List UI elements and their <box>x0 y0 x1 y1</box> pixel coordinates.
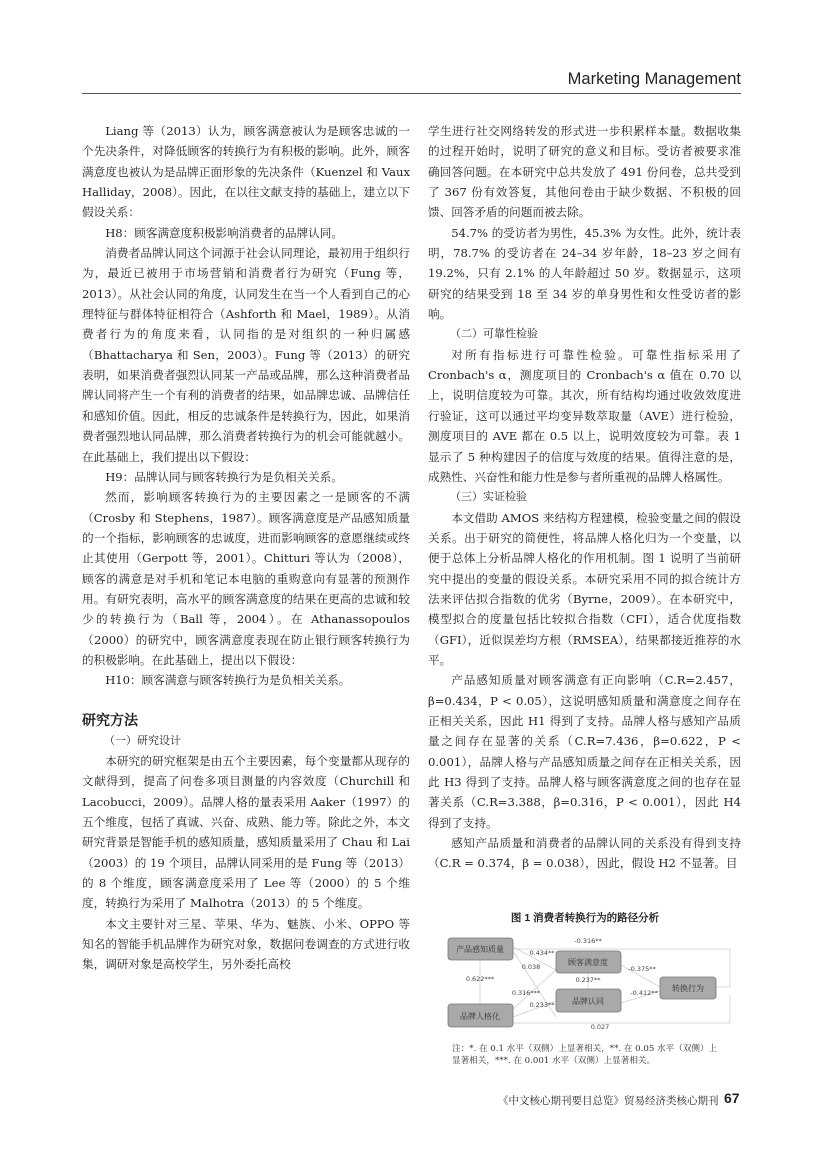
body-paragraph: Liang 等（2013）认为，顾客满意被认为是顾客忠诚的一个先决条件，对降低顾客的转换行为有积极的影响。此外，顾客满意度也被认为是品牌正面形象的先决条件（Kuenzel 和 Vaux Halliday，2008）。因此，在以往文献支持的基础上，建立以下假设关系： <box>82 124 410 220</box>
body-paragraph: 消费者品牌认同这个词源于社会认同理论，最初用于组织行为，最近已被用于市场营销和消费者行为研究（Fung 等，2013）。从社会认同的角度，认同发生在当一个人看到自己的心理特征与群体特征相符合（Ashforth 和 Mael，1989）。从消费者行为的角度来看，认同指的是对组织的一种归属感（Bhattacharya 和 Sen，2003）。Fung 等（2013）的研究表明，如果消费者强烈认同某一产品或品牌，那么这种消费者品牌认同将产生一个有利的消费者的结果，如品牌忠诚、品牌信任和感知价值。因此，相反的忠诚条件是转换行为，因此，如果消费者强烈地认同品牌，那么消费者转换行为的机会可能就越小。在此基础上，我们提出以下假设： <box>82 246 410 464</box>
path-label-identification-switching: -0.412** <box>630 989 658 997</box>
node-switching: 转换行为 <box>672 984 704 993</box>
figure-title: 图 1 消费者转换行为的路径分析 <box>510 912 660 924</box>
body-paragraph: 感知产品质量和消费者的品牌认同的关系没有得到支持（C.R = 0.374，β = 0.038），因此，假设 H2 不显著。目 <box>428 836 741 871</box>
running-header <box>82 66 741 94</box>
path-label-quality-switching: -0.316** <box>574 937 602 945</box>
node-satisfaction: 顾客满意度 <box>568 958 608 967</box>
path-label-personality-satisfaction: 0.316*** <box>511 989 541 997</box>
left-column <box>82 121 410 975</box>
figure-note: 注：*. 在 0.1 水平（双侧）上显著相关，**. 在 0.05 水平（双侧）上显著相关，***. 在 0.001 水平（双侧）上显著相关。 <box>452 1044 718 1066</box>
body-paragraph: H8：顾客满意度积极影响消费者的品牌认同。 <box>105 225 343 240</box>
path-label-satisfaction-identification: 0.237** <box>575 976 601 984</box>
section-heading: 研究方法 <box>82 711 138 728</box>
subsection-heading: （二）可靠性检验 <box>450 327 538 341</box>
path-diagram <box>430 925 740 1035</box>
body-paragraph: H10：顾客满意与顾客转换行为是负相关关系。 <box>105 673 351 688</box>
body-paragraph: 本文借助 AMOS 来结构方程建模，检验变量之间的假设关系。出于研究的简便性，将品牌人格化归为一个变量，以便于总体上分析品牌人格化的作用机制。图 1 说明了当前研究中提出的变量的假设关系。本研究采用不同的拟合统计方法来评估拟合指数的优劣（Byrne，2009）。在本研究中，模型拟合的度量包括比较拟合指数（CFI），适合优度指数（GFI），近似误差均方根（RMSEA），结果都接近推荐的水平。 <box>428 510 741 667</box>
body-paragraph: 本文主要针对三星、苹果、华为、魅族、小米、OPPO 等知名的智能手机品牌作为研究对象，数据问卷调查的方式进行收集，调研对象是高校学生，另外委托高校 <box>82 916 410 972</box>
body-paragraph: 产品感知质量对顾客满意有正向影响（C.R=2.457，β=0.434，P < 0.05），这说明感知质量和满意度之间存在正相关关系，因此 H1 得到了支持。品牌人格与感知产品质量之间存在显著的关系（C.R=7.436，β=0.622，P < 0.001），品牌人格与产品感知质量之间存在正相关关系，因此 H3 得到了支持。品牌人格与顾客满意度之间的也存在显著关系（C.R=3.388，β=0.316，P < 0.001），因此 H4 得到了支持。 <box>428 673 741 830</box>
body-paragraph: H9：品牌认同与顾客转换行为是负相关关系。 <box>105 469 343 484</box>
page-number: 67 <box>724 1090 740 1106</box>
path-label-personality-quality: 0.622*** <box>465 975 495 983</box>
subsection-heading: （一）研究设计 <box>104 733 181 747</box>
body-paragraph: 对所有指标进行可靠性检验。可靠性指标采用了 Cronbach's α，测度项目的 Cronbach's α 值在 0.70 以上，说明信度较为可靠。其次，所有结构均通过收敛效度进行验证，这可以通过平均变异数萃取量（AVE）进行检验，测度项目的 AVE 都在 0.5 以上，说明效度较为可靠。表 1 显示了 5 种构建因子的信度与效度的结果。值得注意的是，成熟性、兴奋性和能力性是参与者所重视的品牌人格属性。 <box>428 347 741 484</box>
right-column <box>428 121 741 874</box>
node-personality: 品牌人格化 <box>460 1012 500 1021</box>
subsection-heading: （三）实证检验 <box>450 490 527 504</box>
body-paragraph: 本研究的研究框架是由五个主要因素，每个变量都从现存的文献得到，提高了问卷多项目测量的内容效度（Churchill 和 Lacobucci，2009）。品牌人格的量表采用 Aaker（1997）的五个维度，包括了真诚、兴奋、成熟、能力等。除此之外，本文研究背景是智能手机的感知质量，感知质量采用了 Chau 和 Lai（2003）的 19 个项目，品牌认同采用的是 Fung 等（2013）的 8 个维度，顾客满意度采用了 Lee 等（2000）的 5 个维度，转换行为采用了 Malhotra（2013）的 5 个维度。 <box>82 753 410 911</box>
body-paragraph: 然而，影响顾客转换行为的主要因素之一是顾客的不满（Crosby 和 Stephens，1987）。顾客满意度是产品感知质量的一个指标，影响顾客的忠诚度，进而影响顾客的意愿继续或终止其使用（Gerpott 等，2001）。Chitturi 等认为（2008），顾客的满意是对手机和笔记本电脑的重购意向有显著的预测作用。有研究表明，高水平的顾客满意度的结果在更高的忠诚和较少的转换行为（Ball 等，2004）。在 Athanassopoulos（2000）的研究中，顾客满意度表现在防止银行顾客转换行为的积极影响。在此基础上，提出以下假设： <box>82 490 410 667</box>
path-label-personality-switching: 0.027 <box>590 1023 610 1031</box>
body-paragraph: 54.7% 的受访者为男性，45.3% 为女性。此外，统计表明，78.7% 的受访者在 24–34 岁年龄，18–23 岁之间有 19.2%，只有 2.1% 的人年龄超过 50 岁。数据显示，这项研究的结果受到 18 至 34 岁的单身男性和女性受访者的影响。 <box>428 225 741 322</box>
node-identification: 品牌认同 <box>572 997 604 1006</box>
path-label-satisfaction-switching: -0.375** <box>628 965 656 973</box>
node-quality: 产品感知质量 <box>456 945 504 954</box>
body-paragraph: 学生进行社交网络转发的形式进一步积累样本量。数据收集的过程开始时，说明了研究的意义和目标。受访者被要求准确回答问题。在本研究中总共发放了 491 份问卷，总共受到了 367 份有效答复，其他问卷由于缺少数据、不积极的回馈、回答矛盾的问题而被去除。 <box>428 124 741 220</box>
journal-footer: 《中文核心期刊要目总览》贸易经济类核心期刊 <box>498 1095 719 1107</box>
path-label-quality-identification: 0.038 <box>521 963 541 971</box>
section-title: Marketing Management <box>567 70 741 88</box>
path-label-quality-satisfaction: 0.434** <box>529 949 555 957</box>
path-label-personality-identification: 0.233** <box>529 1001 555 1009</box>
